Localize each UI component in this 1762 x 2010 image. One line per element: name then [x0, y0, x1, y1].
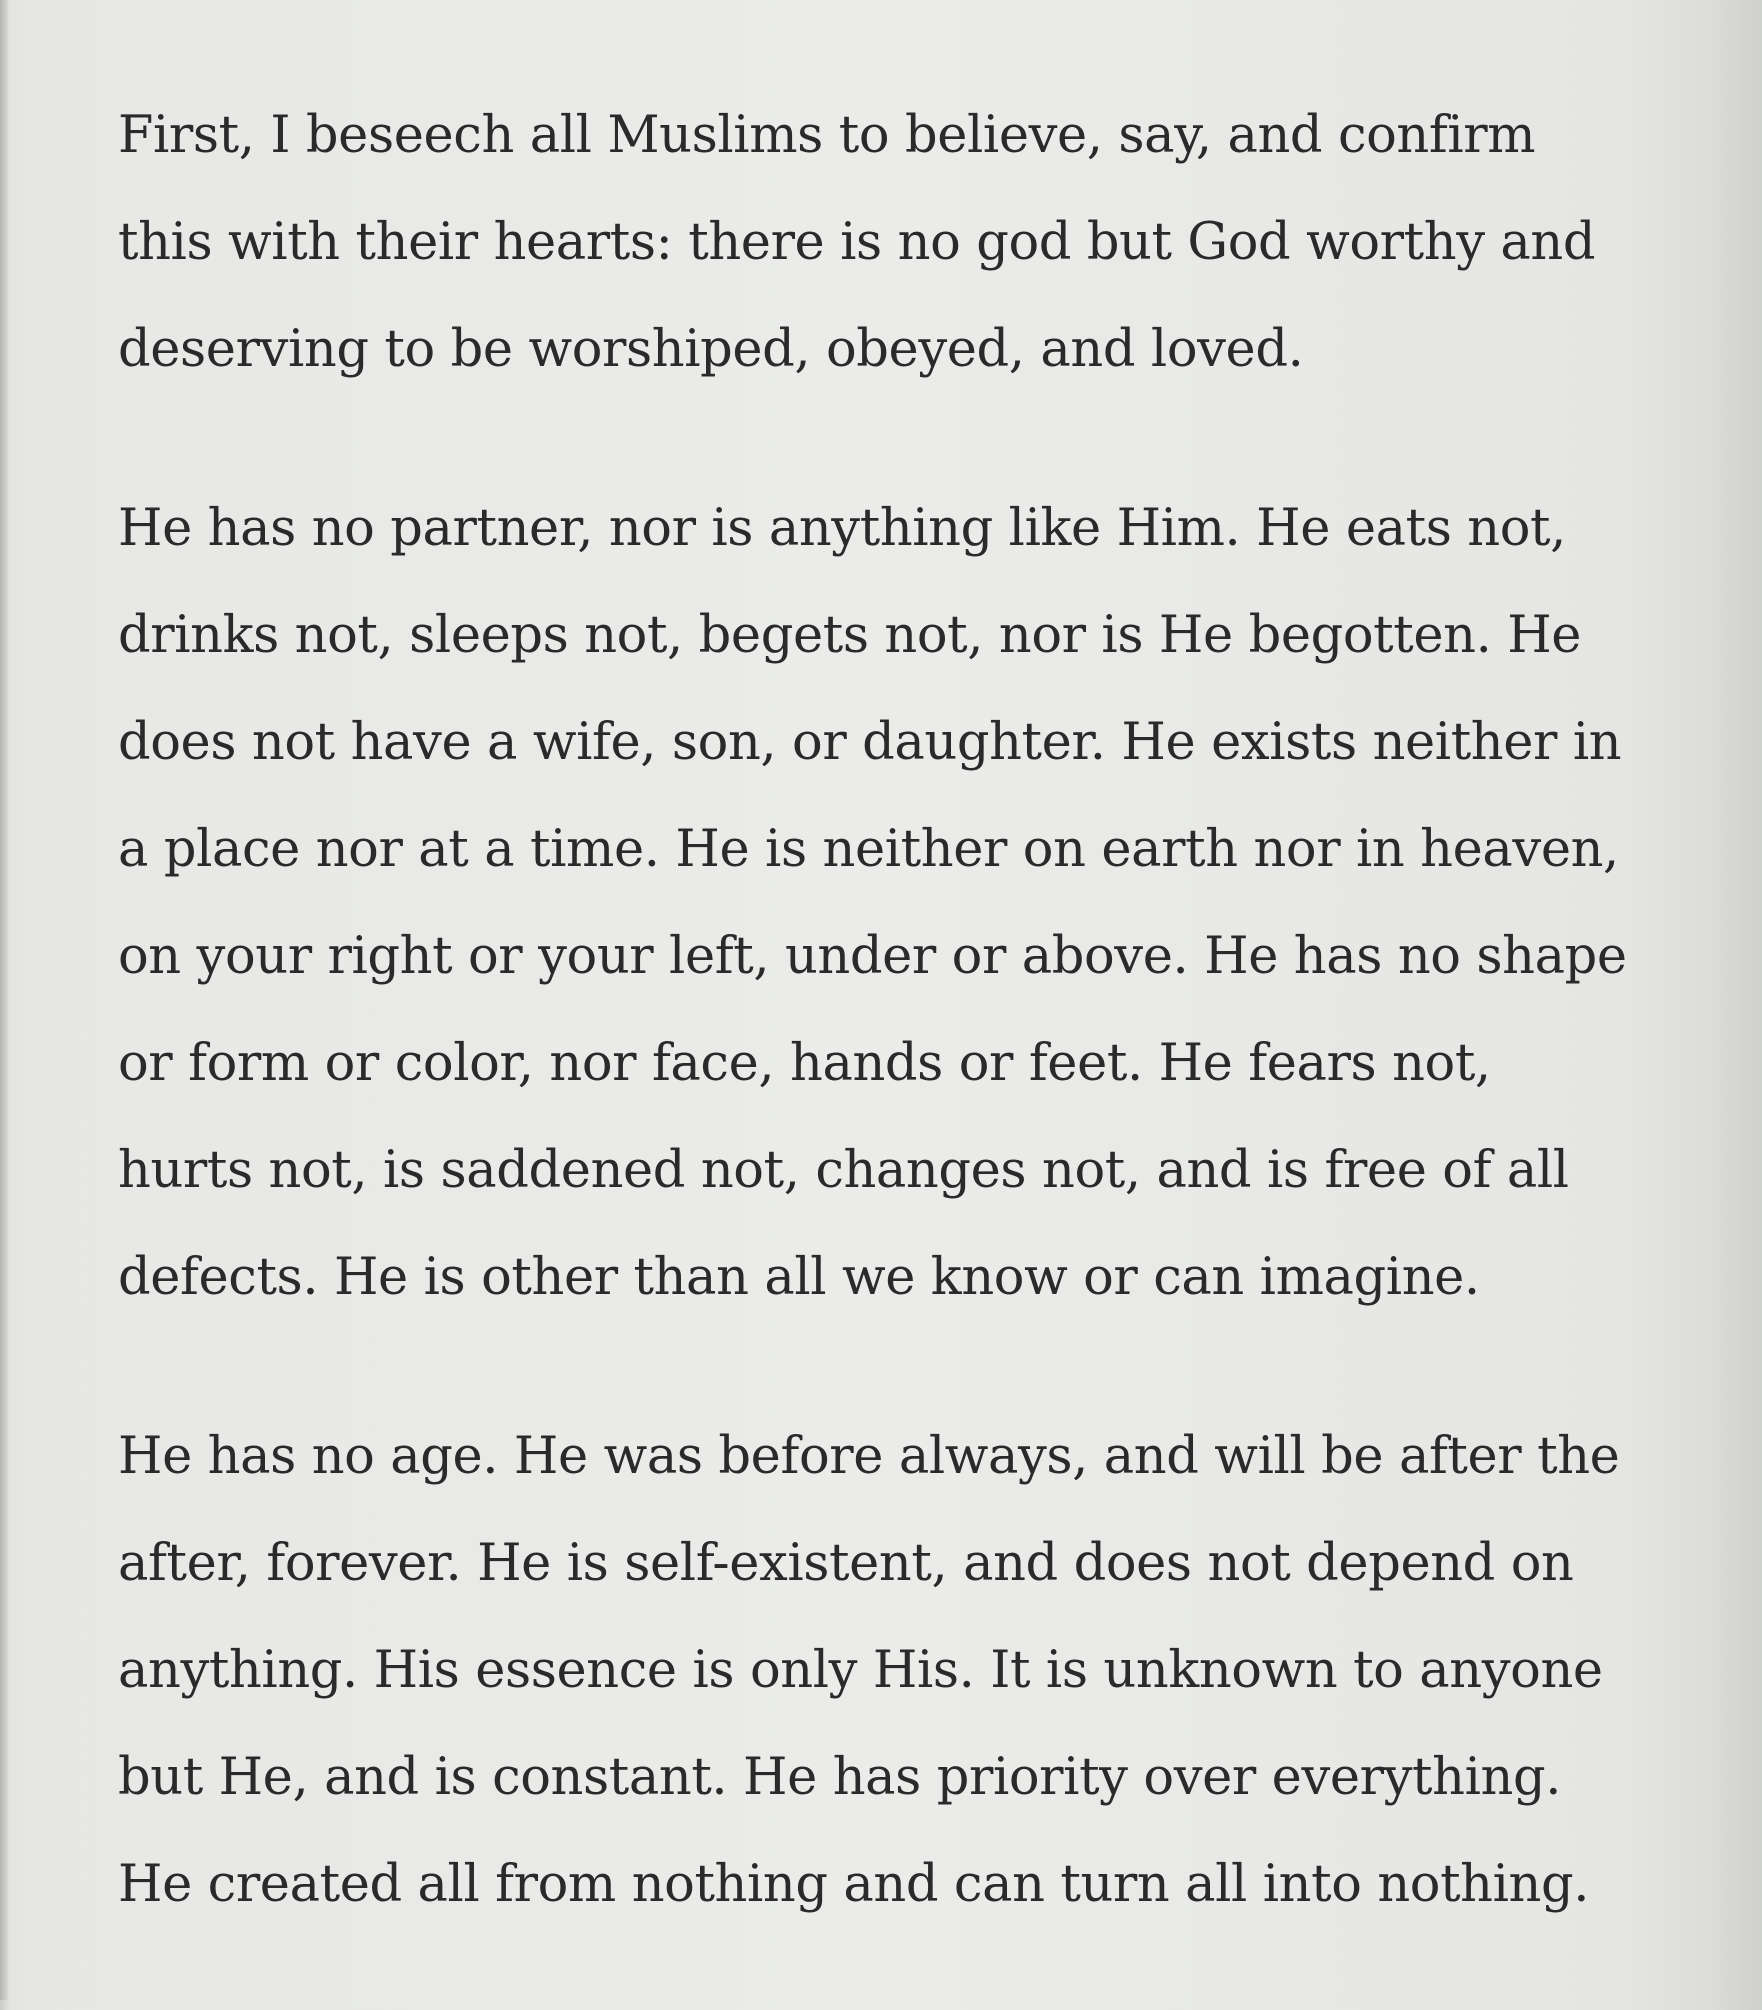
text-line: defects. He is other than all we know or can imagine.: [118, 1248, 1480, 1307]
text-line: He has no partner, nor is anything like Him. He eats not,: [118, 499, 1566, 558]
paragraph-3: [118, 1403, 1718, 1938]
text-line: this with their hearts: there is no god but God worthy and: [118, 213, 1596, 272]
text-line: He created all from nothing and can turn all into nothing.: [118, 1855, 1590, 1914]
paragraph-2: [118, 475, 1718, 1331]
text-line: hurts not, is saddened not, changes not, and is free of all: [118, 1141, 1569, 1200]
text-line: does not have a wife, son, or daughter. He exists neither in: [118, 713, 1622, 772]
text-line: but He, and is constant. He has priority over everything.: [118, 1748, 1562, 1807]
text-line: or form or color, nor face, hands or feet. He fears not,: [118, 1034, 1491, 1093]
page-text: [118, 82, 1718, 2010]
text-line: drinks not, sleeps not, begets not, nor is He begotten. He: [118, 606, 1582, 665]
paragraph-1: [118, 82, 1718, 403]
text-line: anything. His essence is only His. It is unknown to anyone: [118, 1641, 1603, 1700]
text-line: after, forever. He is self-existent, and does not depend on: [118, 1534, 1574, 1593]
text-line: a place nor at a time. He is neither on earth nor in heaven,: [118, 820, 1619, 879]
page-edge-shadow: [0, 0, 8, 2000]
text-line: on your right or your left, under or above. He has no shape: [118, 927, 1627, 986]
text-line: deserving to be worshiped, obeyed, and loved.: [118, 320, 1304, 379]
text-line: He has no age. He was before always, and will be after the: [118, 1427, 1620, 1486]
text-line: First, I beseech all Muslims to believe, say, and confirm: [118, 106, 1536, 165]
